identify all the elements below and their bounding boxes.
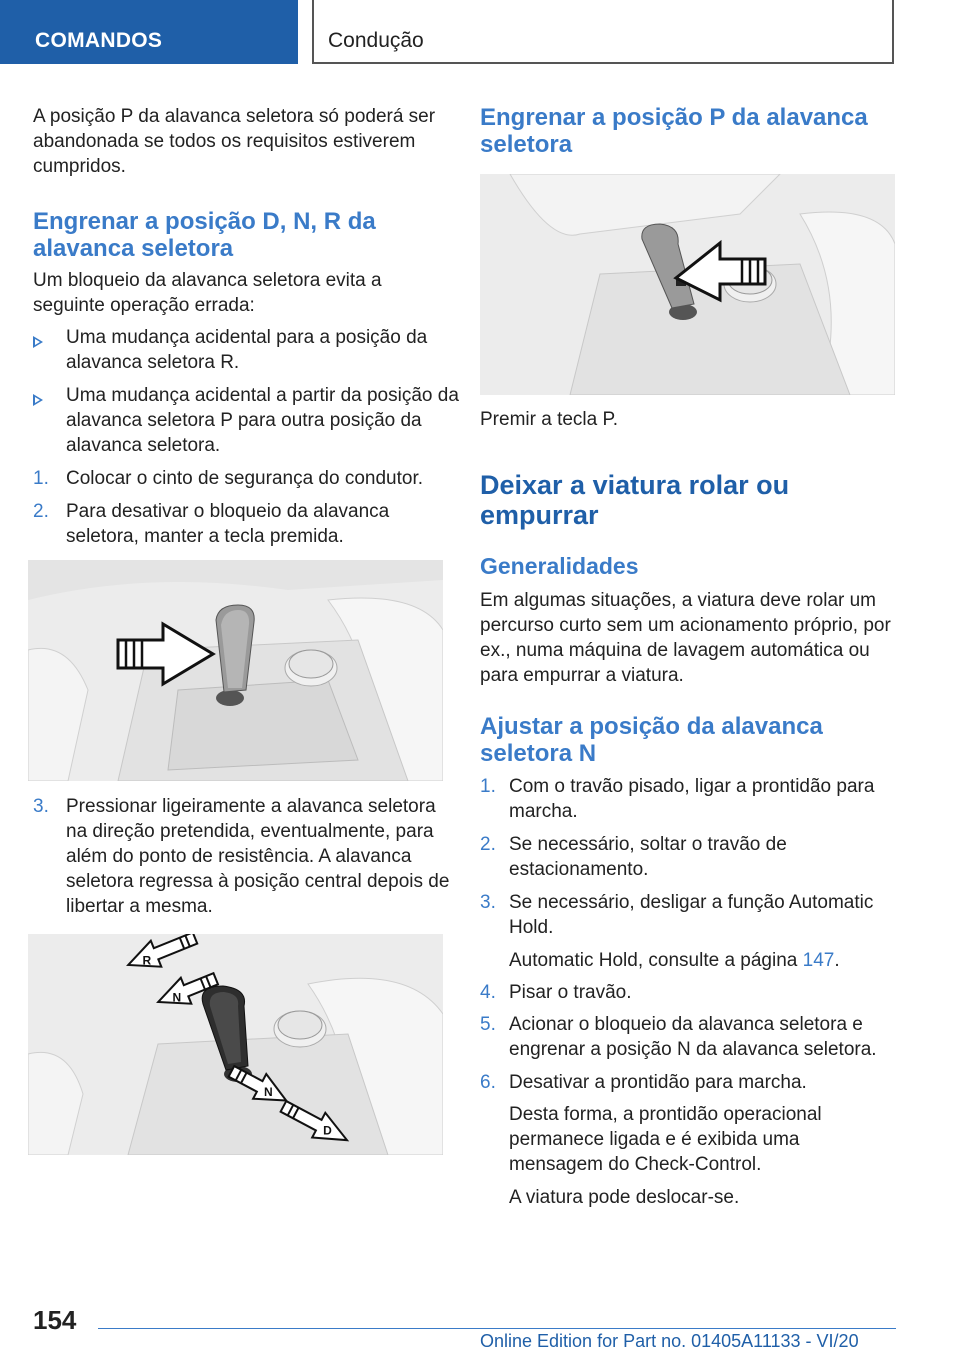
p-button-illustration bbox=[480, 174, 895, 395]
bullet-text: Uma mudança acidental a partir da posição da alavanca seletora P para outra posição da alavanca seletora. bbox=[66, 385, 459, 456]
step-number: 4. bbox=[480, 982, 496, 1003]
selector-lever-unlock-illustration bbox=[28, 560, 443, 781]
bullet-triangle-icon bbox=[33, 387, 43, 412]
page-number: 154 bbox=[33, 1305, 77, 1335]
reference-period: . bbox=[834, 950, 840, 971]
subheading-general: Generalidades bbox=[480, 553, 639, 579]
lock-paragraph: Um bloqueio da alavanca seletora evita a seguinte operação errada: bbox=[33, 270, 382, 316]
automatic-hold-reference bbox=[509, 948, 895, 973]
step-text: Desativar a prontidão para marcha. bbox=[509, 1072, 807, 1093]
general-paragraph: Em algumas situações, a viatura deve rolar um percurso curto sem um acionamento próprio, por ex., numa máquina de lavagem automática ou para empurrar a viatura. bbox=[480, 590, 891, 686]
heading-roll-push: Deixar a viatura rolar ou empurrar bbox=[480, 470, 790, 530]
step-text: Se necessário, desligar a função Automatic Hold. bbox=[509, 892, 874, 938]
step-number: 6. bbox=[480, 1072, 496, 1093]
intro-paragraph: A posição P da alavanca seletora só poderá ser abandonada se todos os requisitos estiverem cumpridos. bbox=[33, 106, 436, 177]
selector-positions-illustration bbox=[28, 934, 443, 1155]
step-number: 1. bbox=[33, 468, 49, 489]
position-n-label-upper: N bbox=[172, 990, 182, 1005]
position-n-label-lower: N bbox=[264, 1084, 273, 1099]
heading-engage-p: Engrenar a posição P da alavanca seletora bbox=[480, 104, 868, 158]
press-p-text: Premir a tecla P. bbox=[480, 409, 618, 430]
reference-text: Automatic Hold, consulte a página bbox=[509, 950, 803, 971]
step-text: Para desativar o bloqueio da alavanca seletora, manter a tecla premida. bbox=[66, 501, 390, 547]
step-text: Pisar o travão. bbox=[509, 982, 632, 1003]
footer-divider bbox=[98, 1328, 896, 1329]
step-6-result: A viatura pode deslocar-se. bbox=[509, 1187, 740, 1208]
chapter-header bbox=[312, 0, 894, 64]
step-number: 1. bbox=[480, 776, 496, 797]
page-reference-link[interactable]: 147 bbox=[802, 950, 835, 971]
step-number: 2. bbox=[33, 501, 49, 522]
position-r-label: R bbox=[142, 953, 152, 968]
step-text: Com o travão pisado, ligar a prontidão para marcha. bbox=[509, 776, 875, 822]
bullet-text: Uma mudança acidental para a posição da alavanca seletora R. bbox=[66, 327, 428, 373]
section-label: COMANDOS bbox=[35, 29, 163, 52]
step-number: 3. bbox=[480, 892, 496, 913]
step-text: Acionar o bloqueio da alavanca seletora e engrenar a posição N da alavanca seletora. bbox=[509, 1014, 877, 1060]
chapter-title: Condução bbox=[328, 29, 424, 52]
step-number: 2. bbox=[480, 834, 496, 855]
section-tab bbox=[0, 0, 298, 64]
position-d-label: D bbox=[323, 1123, 332, 1138]
edition-text: Online Edition for Part no. 01405A11133 - VI/20 bbox=[480, 1331, 859, 1351]
step-number: 3. bbox=[33, 796, 49, 817]
heading-set-n: Ajustar a posição da alavanca seletora N bbox=[480, 713, 823, 767]
step-text: Colocar o cinto de segurança do condutor. bbox=[66, 468, 424, 489]
step-6-note: Desta forma, a prontidão operacional permanece ligada e é exibida uma mensagem do Check-Control. bbox=[509, 1104, 822, 1175]
heading-engage-dnr: Engrenar a posição D, N, R da alavanca seletora bbox=[33, 208, 376, 262]
step-text: Se necessário, soltar o travão de estacionamento. bbox=[509, 834, 787, 880]
step-number: 5. bbox=[480, 1014, 496, 1035]
step-text: Pressionar ligeiramente a alavanca seletora na direção pretendida, eventualmente, para além do ponto de resistência. A alavanca seletora regressa à posição central depois de libertar a mesma. bbox=[66, 796, 450, 917]
bullet-triangle-icon bbox=[33, 329, 43, 354]
